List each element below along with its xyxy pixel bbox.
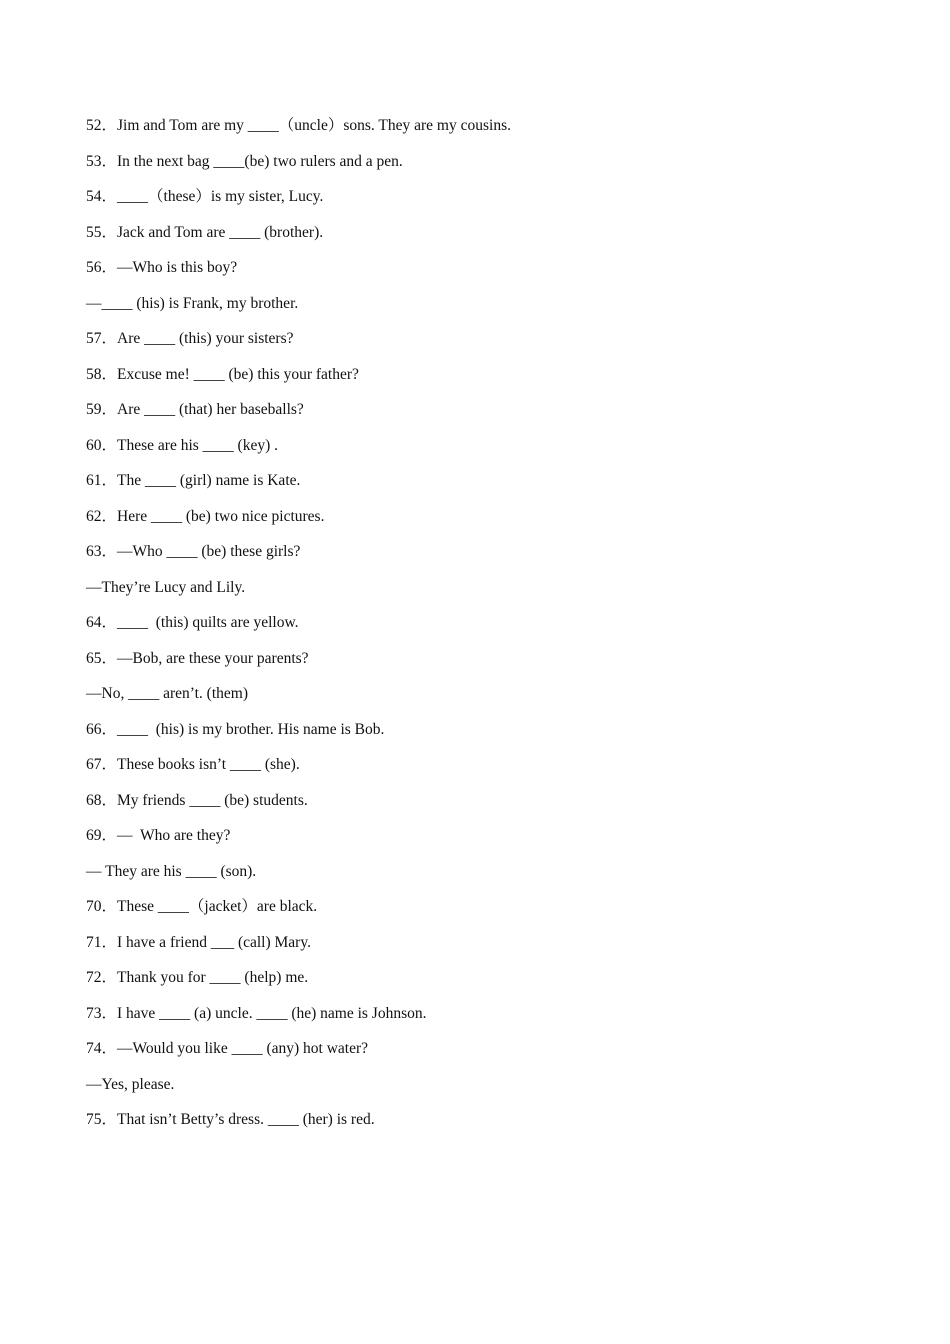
question-text: That isn’t Betty’s dress. ____ (her) is red.	[117, 1111, 375, 1128]
question-text: I have ____ (a) uncle. ____ (he) name is Johnson.	[117, 1004, 427, 1022]
question-line	[86, 645, 886, 681]
question-line	[86, 716, 886, 752]
question-text: — Who are they?	[117, 827, 231, 844]
question-text: —Yes, please.	[86, 1075, 175, 1093]
question-text: Here ____ (be) two nice pictures.	[117, 507, 325, 525]
question-text: These ____（jacket）are black.	[117, 898, 318, 915]
question-number: 57．	[86, 330, 118, 347]
question-text: —____ (his) is Frank, my brother.	[86, 294, 299, 312]
question-text: ____（these）is my sister, Lucy.	[117, 188, 324, 205]
question-text: My friends ____ (be) students.	[117, 791, 308, 809]
question-text: —Who is this boy?	[117, 259, 238, 276]
question-line	[86, 183, 886, 219]
question-line	[86, 964, 886, 1000]
answer-line	[86, 1071, 886, 1107]
answer-line	[86, 858, 886, 894]
question-text: Are ____ (that) her baseballs?	[117, 401, 304, 418]
question-text: ____ (his) is my brother. His name is Bob.	[117, 720, 385, 738]
question-number: 56．	[86, 259, 118, 276]
question-text: ____ (this) quilts are yellow.	[117, 614, 299, 631]
question-text: Jack and Tom are ____ (brother).	[117, 223, 324, 241]
question-text: These are his ____ (key) .	[117, 436, 278, 454]
question-number: 53．	[86, 152, 118, 170]
question-text: I have a friend ___ (call) Mary.	[117, 933, 311, 951]
question-number: 65．	[86, 649, 118, 667]
question-text: —Would you like ____ (any) hot water?	[117, 1040, 369, 1057]
question-text: The ____ (girl) name is Kate.	[117, 472, 301, 489]
question-line	[86, 432, 886, 468]
question-line	[86, 361, 886, 397]
question-number: 55．	[86, 223, 118, 241]
question-text: In the next bag ____(be) two rulers and a pen.	[117, 152, 403, 170]
answer-line	[86, 574, 886, 610]
question-number: 60．	[86, 436, 118, 454]
answer-line	[86, 680, 886, 716]
question-number: 58．	[86, 365, 118, 383]
question-number: 69．	[86, 827, 118, 844]
question-number: 74．	[86, 1040, 118, 1057]
answer-line	[86, 290, 886, 326]
question-number: 62．	[86, 507, 118, 525]
question-number: 75．	[86, 1111, 118, 1128]
question-text: Excuse me! ____ (be) this your father?	[117, 365, 359, 383]
question-line	[86, 751, 886, 787]
question-line	[86, 219, 886, 255]
question-line	[86, 1106, 886, 1142]
question-number: 64．	[86, 614, 118, 631]
question-number: 61．	[86, 472, 118, 489]
question-line	[86, 254, 886, 290]
question-number: 63．	[86, 543, 118, 560]
question-text: These books isn’t ____ (she).	[117, 756, 300, 773]
question-line	[86, 112, 886, 148]
question-number: 73．	[86, 1004, 118, 1022]
question-text: Are ____ (this) your sisters?	[117, 330, 294, 347]
question-line	[86, 893, 886, 929]
question-line	[86, 929, 886, 965]
question-line	[86, 609, 886, 645]
question-text: —They’re Lucy and Lily.	[86, 578, 246, 596]
question-text: Thank you for ____ (help) me.	[117, 969, 309, 986]
question-number: 66．	[86, 720, 118, 738]
question-number: 70．	[86, 898, 118, 915]
question-number: 68．	[86, 791, 118, 809]
question-line	[86, 538, 886, 574]
worksheet-page	[86, 112, 886, 1142]
question-text: Jim and Tom are my ____（uncle）sons. They are my cousins.	[117, 117, 511, 134]
question-number: 72．	[86, 969, 118, 986]
question-line	[86, 467, 886, 503]
question-number: 52．	[86, 117, 118, 134]
question-line	[86, 396, 886, 432]
question-number: 54．	[86, 188, 118, 205]
question-number: 71．	[86, 933, 118, 951]
question-text: — They are his ____ (son).	[86, 862, 257, 880]
question-text: —No, ____ aren’t. (them)	[86, 685, 248, 702]
question-line	[86, 1000, 886, 1036]
question-text: —Bob, are these your parents?	[117, 649, 309, 667]
question-line	[86, 1035, 886, 1071]
question-line	[86, 822, 886, 858]
question-number: 59．	[86, 401, 118, 418]
question-line	[86, 325, 886, 361]
question-text: —Who ____ (be) these girls?	[117, 543, 301, 560]
question-line	[86, 503, 886, 539]
question-number: 67．	[86, 756, 118, 773]
question-line	[86, 148, 886, 184]
question-line	[86, 787, 886, 823]
